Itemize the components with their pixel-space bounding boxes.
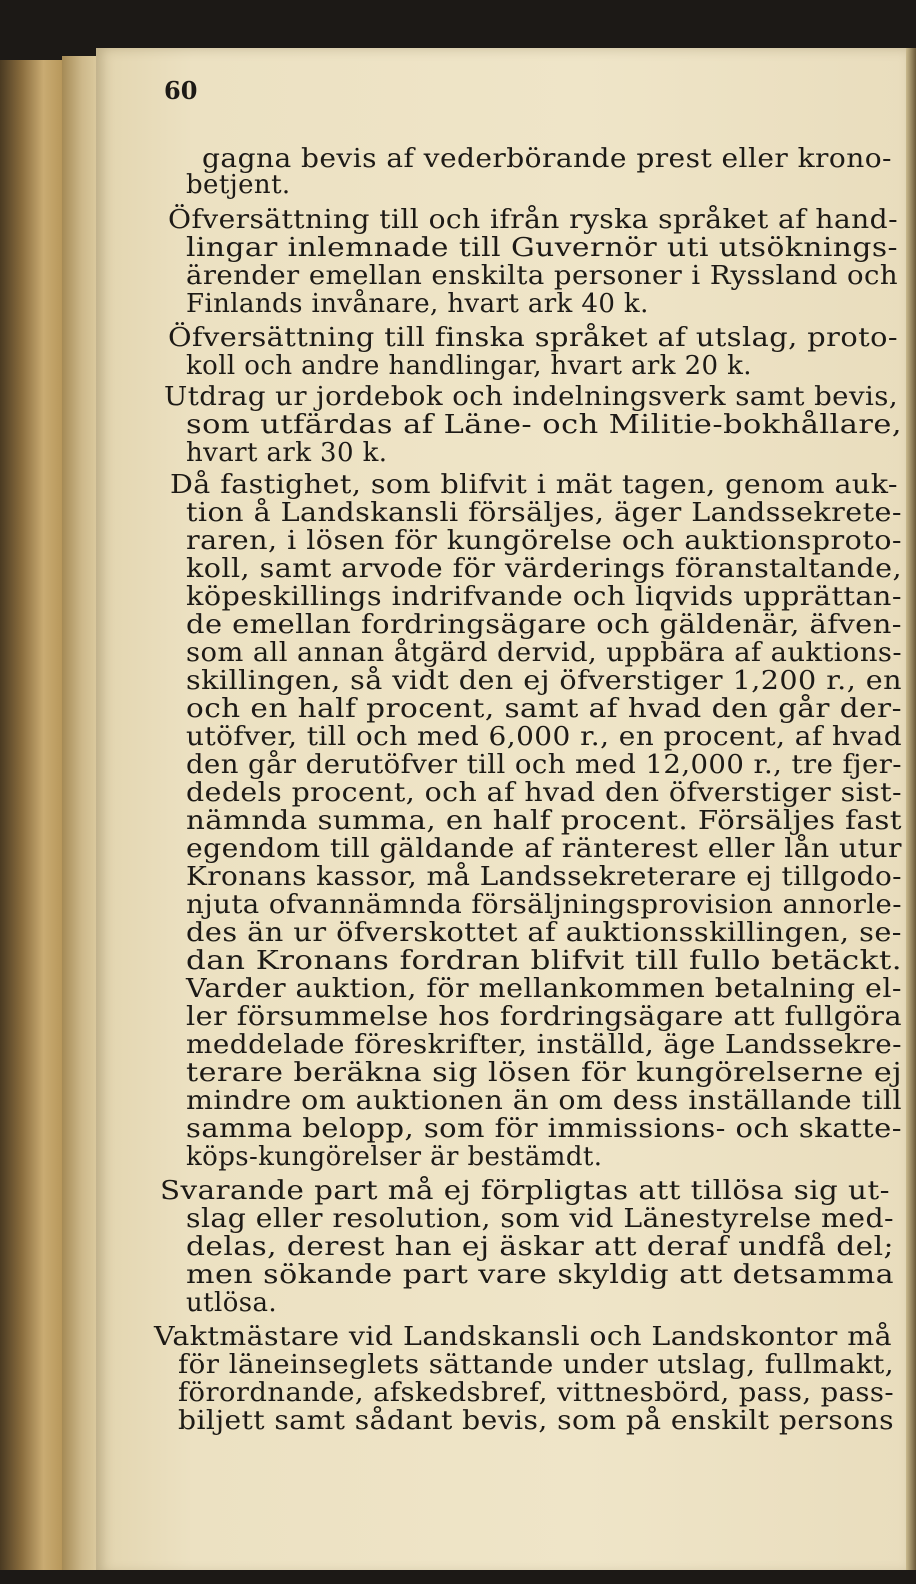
text-line: koll, samt arvode för värderings föranstaltande, — [186, 554, 903, 584]
text-line: slag eller resolution, som vid Länestyrelse med- — [186, 1204, 894, 1234]
text-line: meddelade föreskrifter, inställd, äge Landssekre- — [186, 1030, 902, 1060]
text-line: köps-kungörelser är bestämdt. — [186, 1142, 603, 1172]
text-line: koll och andre handlingar, hvart ark 20 k. — [186, 351, 752, 381]
text-line: köpeskillings indrifvande och liqvids upprättan- — [186, 582, 902, 612]
text-line: ärender emellan enskilta personer i Ryssland och — [186, 261, 899, 291]
text-line: tion å Landskansli försäljes, äger Landssekrete- — [186, 498, 903, 528]
text-line: utöfver, till och med 6,000 r., en procent, af hvad — [186, 722, 903, 752]
text-line: som all annan åtgärd dervid, uppbära af auktions- — [186, 638, 902, 668]
text-line: Utdrag ur jordebok och indelningsverk samt bevis, — [164, 382, 899, 412]
text-line: skillingen, så vidt den ej öfverstiger 1,200 r., en — [186, 666, 902, 696]
text-line: Vaktmästare vid Landskansli och Landskontor må — [154, 1322, 892, 1352]
scan-bottom-edge — [0, 1570, 916, 1584]
text-line: utlösa. — [186, 1288, 278, 1318]
text-line: raren, i lösen för kungörelse och auktionsproto- — [186, 526, 903, 556]
text-line: delas, derest han ej äskar att deraf undfå del; — [186, 1232, 895, 1262]
page-number: 60 — [164, 76, 198, 105]
text-line: njuta ofvannämnda försäljningsprovision annorle- — [186, 890, 903, 920]
text-line: egendom till gäldande af ränterest eller lån utur — [186, 834, 902, 864]
text-line: den går derutöfver till och med 12,000 r., tre fjer- — [186, 750, 903, 780]
text-line: Finlands invånare, hvart ark 40 k. — [186, 289, 649, 319]
text-line: ler försummelse hos fordringsägare att fullgöra — [186, 1002, 903, 1032]
text-line: och en half procent, samt af hvad den går der- — [186, 694, 902, 724]
text-line: Då fastighet, som blifvit i mät tagen, genom auk- — [170, 470, 898, 500]
text-line: Varder auktion, för mellankommen betalning el- — [186, 974, 903, 1004]
text-line: mindre om auktionen än om dess inställande till — [186, 1086, 903, 1116]
text-line: dan Kronans fordran blifvit till fullo betäckt. — [186, 946, 902, 976]
text-line: biljett samt sådant bevis, som på enskilt persons — [178, 1406, 895, 1436]
text-line: hvart ark 30 k. — [186, 438, 388, 468]
text-line: lingar inlemnade till Guvernör uti utsöknings- — [186, 233, 899, 263]
page-right-edge — [906, 48, 916, 1574]
text-line: samma belopp, som för immissions- och skatte- — [186, 1114, 902, 1144]
text-line: betjent. — [186, 170, 291, 200]
text-line: terare beräkna sig lösen för kungörelserne ej — [186, 1058, 903, 1088]
text-line: Öfversättning till och ifrån ryska språket af hand- — [168, 205, 899, 235]
text-line: för läneinseglets sättande under utslag, fullmakt, — [178, 1350, 894, 1380]
text-line: dedels procent, och af hvad den öfverstiger sist- — [186, 778, 902, 808]
text-line: gagna bevis af vederbörande prest eller krono- — [202, 144, 892, 174]
text-line: de emellan fordringsägare och gäldenär, äfven- — [186, 610, 903, 640]
text-line: nämnda summa, en half procent. Försäljes fast — [186, 806, 903, 836]
page-gutter — [62, 56, 98, 1576]
text-line: Svarande part må ej förpligtas att tillösa sig ut- — [160, 1176, 891, 1206]
text-line: des än ur öfverskottet af auktionsskillingen, se- — [186, 918, 902, 948]
text-line: förordnande, afskedsbref, vittnesbörd, pass, pass- — [178, 1378, 895, 1408]
text-line: Öfversättning till finska språket af utslag, proto- — [168, 323, 899, 353]
text-line: Kronans kassor, må Landssekreterare ej tillgodo- — [186, 862, 903, 892]
text-line: som utfärdas af Läne- och Militie-bokhållare, — [186, 410, 902, 440]
book-fore-edge — [0, 60, 62, 1570]
text-line: men sökande part vare skyldig att detsamma — [186, 1260, 895, 1290]
